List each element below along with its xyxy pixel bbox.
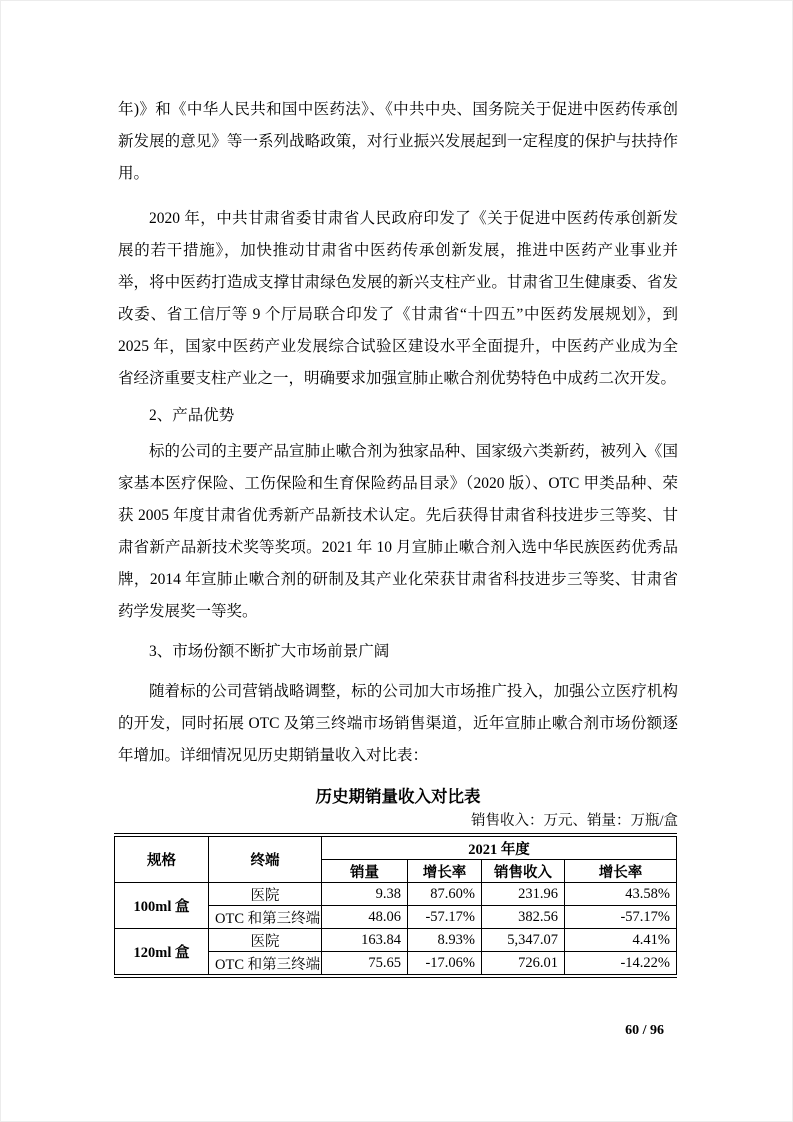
terminal-cell: OTC 和第三终端 [209, 906, 322, 929]
header-growth-rate-revenue: 增长率 [565, 860, 677, 883]
terminal-cell: OTC 和第三终端 [209, 952, 322, 977]
table-unit-note: 销售收入：万元、销量：万瓶/盒 [470, 813, 678, 829]
value-cell: -14.22% [565, 952, 677, 977]
paragraph-product-advantage: 标的公司的主要产品宣肺止嗽合剂为独家品种、国家级六类新药，被列入《国家基本医疗保险、工伤保险和生育保险药品目录》（2020 版）、OTC 甲类品种、荣获 2005 年度甘肃省优秀新产品新技术认定。先后获得甘肃省科技进步三等奖、甘肃省新产品新技术奖等奖项。2021 年 10 月宣肺止嗽合剂入选中华民族医药优秀品牌，2014 年宣肺止嗽合剂的研制及其产业化荣获甘肃省科技进步三等奖、甘肃省药学发展奖一等奖。 [118, 443, 678, 620]
value-cell: 48.06 [322, 906, 408, 929]
value-cell: 43.58% [565, 883, 677, 906]
header-year-2021: 2021 年度 [322, 835, 677, 860]
paragraph-policy-continuation: 年)》和《中华人民共和国中医药法》、《中共中央、国务院关于促进中医药传承创新发展的意见》等一系列战略政策，对行业振兴发展起到一定程度的保护与扶持作用。 [118, 101, 678, 182]
table-header-row-top [115, 835, 677, 860]
header-spec: 规格 [115, 835, 209, 883]
value-cell: -57.17% [408, 906, 482, 929]
header-sales-revenue: 销售收入 [482, 860, 565, 883]
spec-cell-120ml: 120ml 盒 [115, 929, 209, 977]
value-cell: 726.01 [482, 952, 565, 977]
table-row-120ml-hospital [115, 929, 677, 952]
heading-market-share: 3、市场份额不断扩大市场前景广阔 [149, 643, 390, 660]
header-growth-rate-volume: 增长率 [408, 860, 482, 883]
table-row-100ml-hospital [115, 883, 677, 906]
value-cell: 163.84 [322, 929, 408, 952]
value-cell: 87.60% [408, 883, 482, 906]
terminal-cell: 医院 [209, 929, 322, 952]
value-cell: 5,347.07 [482, 929, 565, 952]
page-number: 60 / 96 [625, 1023, 664, 1038]
sales-revenue-comparison-table [114, 833, 677, 978]
heading-product-advantage: 2、产品优势 [149, 407, 235, 424]
value-cell: 8.93% [408, 929, 482, 952]
paragraph-market-share: 随着标的公司营销战略调整，标的公司加大市场推广投入，加强公立医疗机构的开发，同时拓展 OTC 及第三终端市场销售渠道，近年宣肺止嗽合剂市场份额逐年增加。详细情况见历史期销量收入对比表： [118, 683, 678, 764]
value-cell: 231.96 [482, 883, 565, 906]
header-sales-volume: 销量 [322, 860, 408, 883]
value-cell: 4.41% [565, 929, 677, 952]
value-cell: -17.06% [408, 952, 482, 977]
header-terminal: 终端 [209, 835, 322, 883]
table-title: 历史期销量收入对比表 [315, 787, 481, 806]
value-cell: 75.65 [322, 952, 408, 977]
value-cell: 382.56 [482, 906, 565, 929]
paragraph-gansu-2020-policy: 2020 年，中共甘肃省委甘肃省人民政府印发了《关于促进中医药传承创新发展的若干措施》，加快推动甘肃省中医药传承创新发展，推进中医药产业事业并举，将中医药打造成支撑甘肃绿色发展的新兴支柱产业。甘肃省卫生健康委、省发改委、省工信厅等 9 个厅局联合印发了《甘肃省“十四五”中医药发展规划》，到 2025 年，国家中医药产业发展综合试验区建设水平全面提升，中医药产业成为全省经济重要支柱产业之一，明确要求加强宣肺止嗽合剂优势特色中成药二次开发。 [118, 210, 678, 387]
terminal-cell: 医院 [209, 883, 322, 906]
value-cell: 9.38 [322, 883, 408, 906]
value-cell: -57.17% [565, 906, 677, 929]
spec-cell-100ml: 100ml 盒 [115, 883, 209, 929]
page-content [118, 94, 678, 978]
